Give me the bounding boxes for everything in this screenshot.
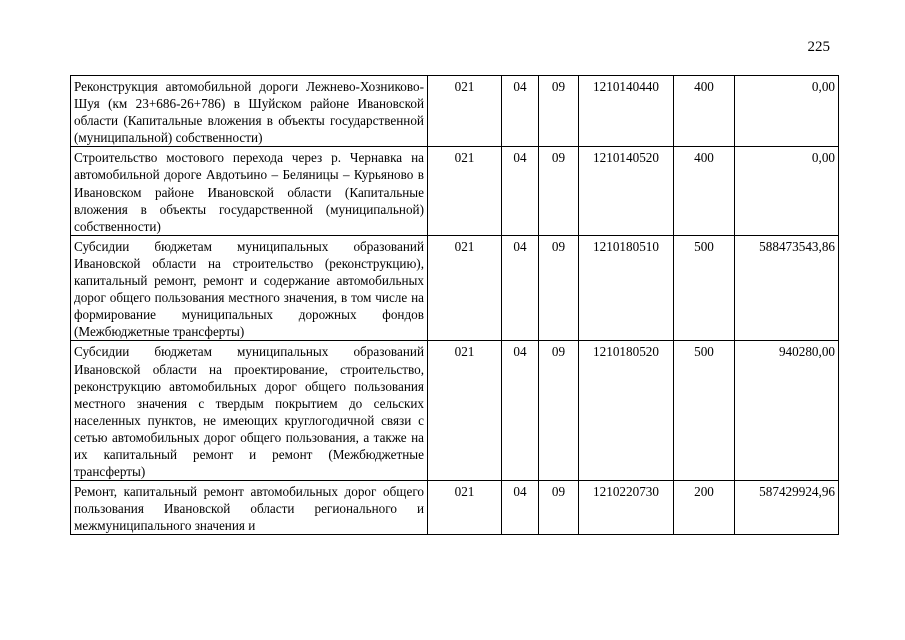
row-name: Субсидии бюджетам муниципальных образований Ивановской области на проектирование, строительство, реконструкцию автомобильных дорог общего пользования местного значения с твердым покрытием до сельских населенных пунктов, не имеющих круглогодичной связи с сетью автомобильных дорог общего пользования, а также на их капитальный ремонт и ремонт (Межбюджетные трансферты) bbox=[71, 341, 428, 481]
row-section: 04 bbox=[502, 235, 539, 341]
row-admin-code: 021 bbox=[428, 235, 502, 341]
row-target-article: 1210140520 bbox=[579, 147, 674, 235]
row-target-article: 1210220730 bbox=[579, 481, 674, 535]
row-amount: 0,00 bbox=[735, 147, 839, 235]
row-name: Строительство мостового перехода через р. Чернавка на автомобильной дороге Авдотьино – Беляницы – Курьяново в Ивановском районе Ивановской области (Капитальные вложения в объекты государственной (муниципальной) собственности) bbox=[71, 147, 428, 235]
row-expense-type: 400 bbox=[674, 147, 735, 235]
table-row bbox=[71, 147, 839, 235]
row-amount: 587429924,96 bbox=[735, 481, 839, 535]
row-amount: 940280,00 bbox=[735, 341, 839, 481]
row-section: 04 bbox=[502, 341, 539, 481]
row-expense-type: 400 bbox=[674, 76, 735, 147]
table-row bbox=[71, 481, 839, 535]
row-target-article: 1210140440 bbox=[579, 76, 674, 147]
row-subsection: 09 bbox=[539, 481, 579, 535]
row-name: Ремонт, капитальный ремонт автомобильных дорог общего пользования Ивановской области регионального и межмуниципального значения и bbox=[71, 481, 428, 535]
row-amount: 588473543,86 bbox=[735, 235, 839, 341]
row-subsection: 09 bbox=[539, 76, 579, 147]
row-admin-code: 021 bbox=[428, 147, 502, 235]
row-target-article: 1210180510 bbox=[579, 235, 674, 341]
row-target-article: 1210180520 bbox=[579, 341, 674, 481]
row-section: 04 bbox=[502, 76, 539, 147]
row-admin-code: 021 bbox=[428, 76, 502, 147]
row-subsection: 09 bbox=[539, 341, 579, 481]
table-row bbox=[71, 235, 839, 341]
row-expense-type: 500 bbox=[674, 341, 735, 481]
page-number: 225 bbox=[807, 39, 830, 55]
row-subsection: 09 bbox=[539, 147, 579, 235]
row-expense-type: 500 bbox=[674, 235, 735, 341]
row-section: 04 bbox=[502, 481, 539, 535]
budget-table bbox=[70, 75, 839, 535]
row-subsection: 09 bbox=[539, 235, 579, 341]
row-name: Реконструкция автомобильной дороги Лежнево-Хозниково-Шуя (км 23+686-26+786) в Шуйском районе Ивановской области (Капитальные вложения в объекты государственной (муниципальной) собственности) bbox=[71, 76, 428, 147]
row-admin-code: 021 bbox=[428, 341, 502, 481]
row-name: Субсидии бюджетам муниципальных образований Ивановской области на строительство (реконструкцию), капитальный ремонт, ремонт и содержание автомобильных дорог общего пользования местного значения, в том числе на формирование муниципальных дорожных фондов (Межбюджетные трансферты) bbox=[71, 235, 428, 341]
row-amount: 0,00 bbox=[735, 76, 839, 147]
row-expense-type: 200 bbox=[674, 481, 735, 535]
table-row bbox=[71, 341, 839, 481]
row-admin-code: 021 bbox=[428, 481, 502, 535]
row-section: 04 bbox=[502, 147, 539, 235]
table-row bbox=[71, 76, 839, 147]
